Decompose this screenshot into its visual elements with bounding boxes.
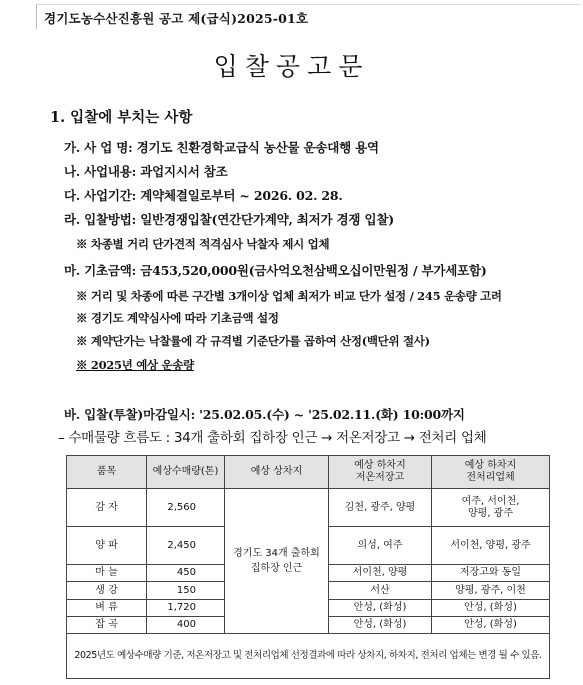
header-cell: 예상 하차지 저온저장고 xyxy=(329,456,432,489)
table-header-row xyxy=(67,456,550,489)
item-cell: 벼 류 xyxy=(67,599,147,616)
item-cell: 잡 곡 xyxy=(67,617,147,634)
storage-cell: 김천, 광주, 양평 xyxy=(329,489,432,527)
storage-cell: 의성, 여주 xyxy=(329,527,432,565)
doc-number: 경기도농수산진흥원 공고 제(급식)2025-01호 xyxy=(44,11,309,26)
item-cell: 생 강 xyxy=(67,582,147,599)
note-base-amount-2: ※ 경기도 계약심사에 따라 기초금액 설정 xyxy=(76,311,279,325)
processor-cell: 여주, 서이천, 양평, 광주 xyxy=(432,489,550,527)
qty-cell: 400 xyxy=(147,617,225,634)
note-base-amount-4: ※ 2025년 예상 운송량 xyxy=(76,358,194,372)
page-title: 입찰공고문 xyxy=(213,52,370,81)
item-bid-deadline: 바. 입찰(투찰)마감일시: '25.02.05.(수) ~ '25.02.11.(화) 10:00까지 xyxy=(64,407,465,422)
note-bid-method: ※ 차종별 거리 단가견적 적격심사 낙찰자 제시 업체 xyxy=(76,237,330,251)
note-base-amount-1: ※ 거리 및 차종에 따른 구간별 3개이상 업체 최저가 비교 단가 설정 / 245 운송량 고려 xyxy=(76,289,502,303)
storage-cell: 안성, (화성) xyxy=(329,617,432,634)
table-row xyxy=(67,489,550,527)
section-heading: 1. 입찰에 부치는 사항 xyxy=(50,109,193,126)
item-bid-method: 라. 입찰방법: 일반경쟁입찰(연간단가계약, 최저가 경쟁 입찰) xyxy=(64,212,394,227)
table-footnote-row xyxy=(67,634,550,679)
item-cell: 양 파 xyxy=(67,527,147,565)
item-project-period: 다. 사업기간: 계약체결일로부터 ~ 2026. 02. 28. xyxy=(64,188,343,203)
storage-cell: 안성, (화성) xyxy=(329,599,432,616)
processor-cell: 저장고와 동일 xyxy=(432,565,550,582)
flow-description: – 수매물량 흐름도 : 34개 출하회 집하장 인근 → 저온저장고 → 전처리 업체 xyxy=(58,430,487,446)
storage-cell: 서산 xyxy=(329,582,432,599)
qty-cell: 2,450 xyxy=(147,527,225,565)
qty-cell: 2,560 xyxy=(147,489,225,527)
qty-cell: 450 xyxy=(147,565,225,582)
header-cell: 예상 상차지 xyxy=(225,456,329,489)
qty-cell: 1,720 xyxy=(147,599,225,616)
qty-cell: 150 xyxy=(147,582,225,599)
processor-cell: 양평, 광주, 이천 xyxy=(432,582,550,599)
item-cell: 마 늘 xyxy=(67,565,147,582)
shipment-table xyxy=(66,455,550,679)
processor-cell: 안성, (화성) xyxy=(432,617,550,634)
processor-cell: 서이천, 양평, 광주 xyxy=(432,527,550,565)
item-project-name: 가. 사 업 명: 경기도 친환경학교급식 농산물 운송대행 용역 xyxy=(64,140,379,155)
table-footnote: 2025년도 예상수매량 기준, 저온저장고 및 전처리업체 선정결과에 따라 상차지, 하차지, 전처리 업체는 변경 될 수 있음. xyxy=(67,634,550,679)
item-project-content: 나. 사업내용: 과업지시서 참조 xyxy=(64,164,228,179)
note-base-amount-3: ※ 계약단가는 낙찰률에 각 규격별 기준단가를 곱하여 산정(백단위 절사) xyxy=(76,334,430,348)
item-base-amount: 마. 기초금액: 금453,520,000원(금사억오천삼백오십이만원정 / 부가세포함) xyxy=(64,263,487,278)
header-cell: 예상 하차지 전처리업체 xyxy=(432,456,550,489)
header-cell: 예상수매량(톤) xyxy=(147,456,225,489)
loading-site-cell: 경기도 34개 출하회 집하장 인근 xyxy=(225,489,329,634)
header-cell: 품목 xyxy=(67,456,147,489)
processor-cell: 안성, (화성) xyxy=(432,599,550,616)
storage-cell: 서이천, 양평 xyxy=(329,565,432,582)
item-cell: 감 자 xyxy=(67,489,147,527)
